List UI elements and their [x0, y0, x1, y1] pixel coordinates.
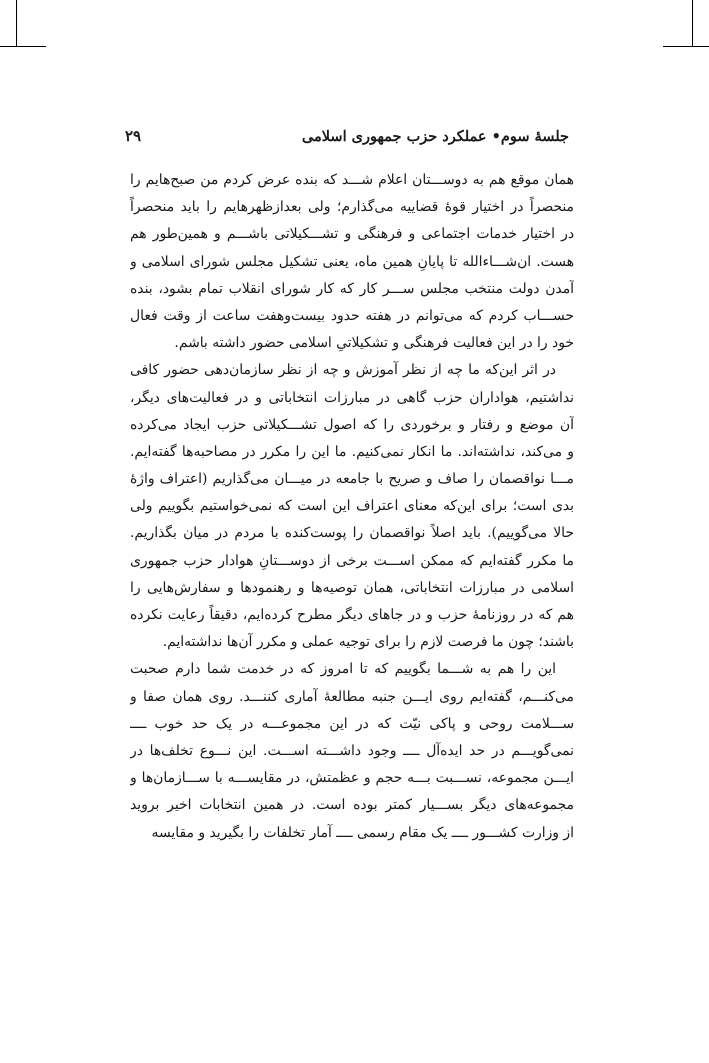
text-line: در اختیار خدمات اجتماعی و فرهنگی و تشـــکیلاتی باشـــم و همین‌طور هم: [130, 226, 574, 243]
text-line: مجموعه‌های دیگر بســـیار کمتر بوده است. در همین انتخابات اخیر بروید: [130, 797, 574, 814]
text-line: حســـاب کردم که می‌توانم در هفته حدود بیست‌وهفت ساعت از وقت فعال: [130, 307, 574, 324]
text-line: آمدن دولت منتخب مجلس ســـر کار که کار شورای انقلاب تمام بشود، بنده: [130, 280, 574, 297]
crop-mark-left-horizontal: [0, 46, 46, 47]
text-line: از وزارت کشـــور ــــ یک مقام رسمی ــــ آمار تخلفات را بگیرید و مقایسه: [151, 824, 574, 841]
text-line: این را هم به شـــما بگوییم که تا امروز که در خدمت شما دارم صحبت: [130, 661, 556, 678]
paragraph: [130, 656, 574, 846]
text-line: می‌کنـــم، گفته‌ایم روی ایـــن جنبه مطالعهٔ آماری کننـــد. روی همان صفا و: [130, 688, 574, 705]
body-text: [130, 167, 574, 847]
text-line: بدی است؛ برای این‌که معنای اعتراف این است که نمی‌خواستیم بگوییم ولی: [130, 498, 574, 515]
text-line: منحصراً در اختیار قوهٔ قضاییه می‌گذارم؛ ولی بعدازظهرهایم را باید منحصراً: [130, 199, 574, 216]
crop-mark-top-left: [16, 0, 17, 46]
page-number: ۲۹: [125, 127, 142, 145]
text-line: نداشتیم، هواداران حزب گاهی در مبارزات انتخاباتی و در فعالیت‌های دیگر،: [130, 389, 574, 406]
text-line: همان موقع هم به دوســـتان اعلام شـــد که بنده عرض کردم من صبح‌هایم را: [130, 172, 574, 188]
paragraph: [130, 357, 574, 656]
text-line: و می‌کند، نداشته‌اند. ما انکار نمی‌کنیم. ما این را مکرر در مصاحبه‌ها گفته‌ایم.: [130, 443, 574, 460]
text-line: ایـــن مجموعه، نســـبت بـــه حجم و عظمتش، در مقایســـه با ســـازمان‌ها و: [130, 770, 574, 787]
text-line: هست. ان‌شـــاءالله تا پایانِ همین ماه، یعنی تشکیل مجلس شورای اسلامی و: [130, 253, 574, 270]
running-header-title: جلسهٔ سوم• عملکرد حزب جمهوری اسلامی: [301, 127, 569, 145]
text-line: در اثر این‌که ما چه از نظر آموزش و چه از نظر سازمان‌دهی حضور کافی: [130, 362, 556, 379]
text-line: حالا می‌گوییم). باید اصلاً نواقصمان را پوست‌کنده با مردم در میان بگذاریم.: [130, 525, 574, 542]
text-line: هم که در روزنامهٔ حزب و در جاهای دیگر مطرح کرده‌ایم، دقیقاً رعایت نکرده: [130, 607, 574, 623]
text-line: ســـلامت روحی و پاکی نیّت که در این مجموعـــه در یک حد خوب ــــ: [130, 715, 574, 732]
text-line: آن موضع و رفتار و برخوردی را که اصول تشـــکیلاتی حزب ایجاد می‌کرده: [130, 416, 574, 433]
text-line: اسلامی در مبارزات انتخاباتی، همان توصیه‌ها و رهنمودها و سفارش‌هایی را: [130, 579, 574, 596]
crop-mark-right-horizontal: [663, 46, 709, 47]
running-header: [125, 124, 569, 148]
text-line: مـــا نواقصمان را صاف و صریح با جامعه در میـــان می‌گذاریم (اعتراف واژهٔ: [130, 471, 574, 488]
text-line: ما مکرر گفته‌ایم که ممکن اســـت برخی از دوســـتانِ هوادار حزب جمهوری: [130, 552, 574, 569]
text-line: خود را در این فعالیت فرهنگی و تشکیلاتیِ اسلامی حضور داشته باشم.: [174, 335, 574, 352]
text-line: نمی‌گویـــم در حد ایده‌آل ــــ وجود داشـــته اســـت. این نـــوع تخلف‌ها در: [130, 742, 574, 759]
crop-mark-top-right: [692, 0, 693, 46]
text-line: باشند؛ چون ما فرصت لازم را برای توجیه عملی و مکرر آن‌ها نداشته‌ایم.: [162, 634, 574, 651]
paragraph: [130, 167, 574, 357]
